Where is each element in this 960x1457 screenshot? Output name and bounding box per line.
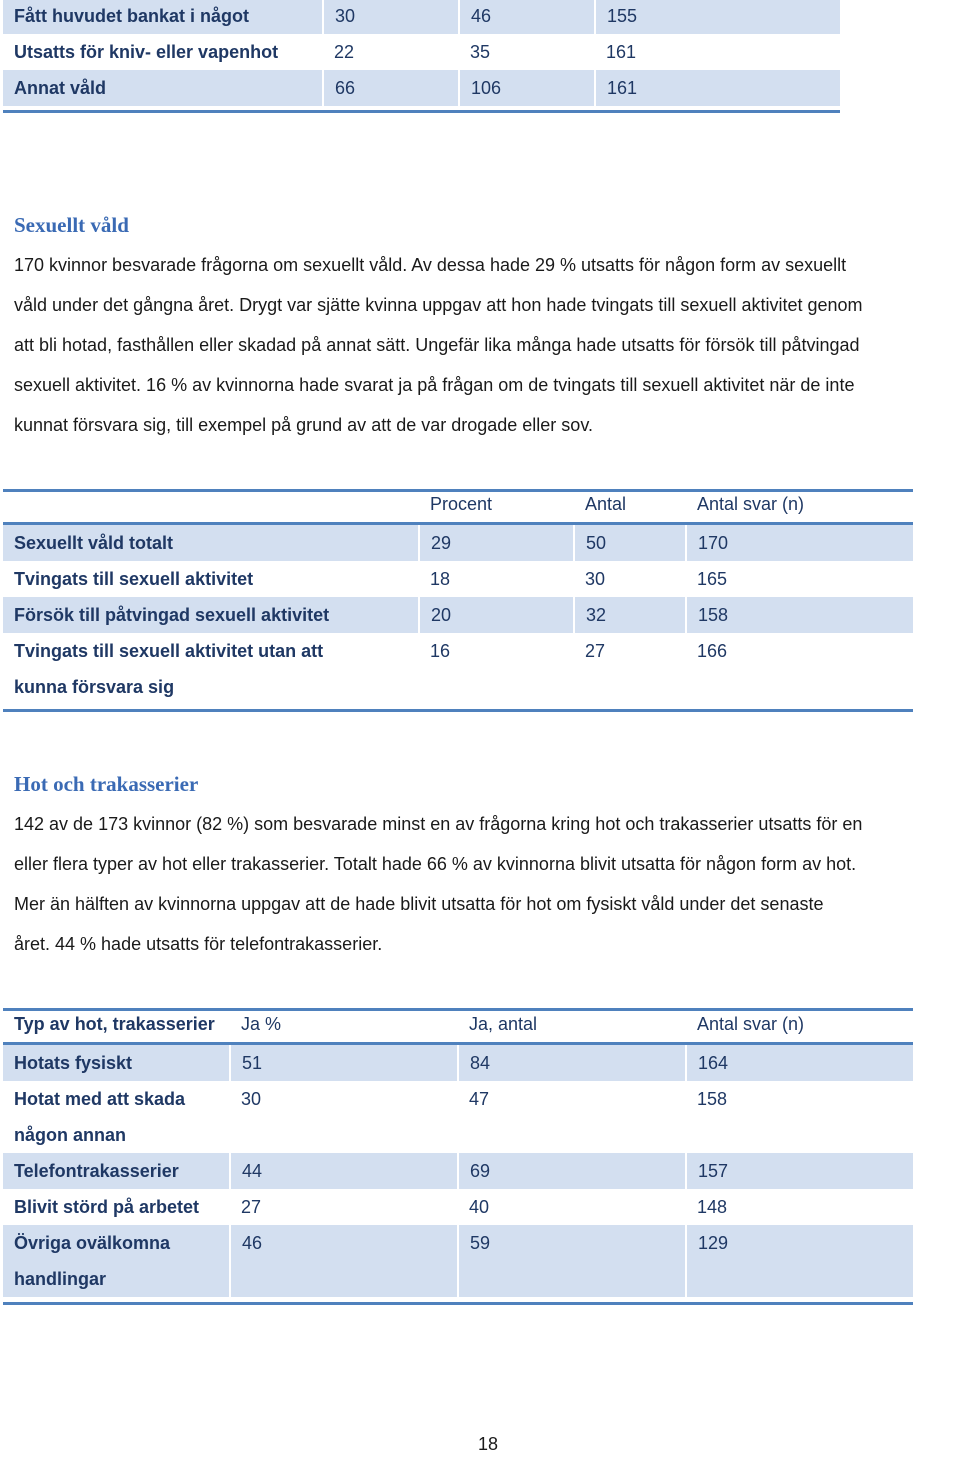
table-bottom-rule: [3, 110, 840, 113]
cell-value: 164: [686, 1044, 913, 1082]
table-row: [3, 1081, 913, 1153]
cell-value: 166: [697, 641, 728, 661]
cell-value: 30: [585, 569, 606, 589]
cell-value: 51: [230, 1044, 458, 1082]
section-heading-threats: Hot och trakasserier: [14, 772, 199, 796]
cell-value: 84: [458, 1044, 686, 1082]
section-paragraph-threats: 142 av de 173 kvinnor (82 %) som besvarade minst en av frågorna kring hot och trakasserier utsatts för en eller flera typer av hot eller trakasserier. Totalt hade 66 % av kvinnorna blivit utsatta för någon form av hot. Mer än hälften av kvinnorna uppgav att de hade blivit utsatta för hot om fysiskt våld under det senaste året. 44 % hade utsatts för telefontrakasserier.: [14, 814, 863, 954]
cell-value: 69: [458, 1153, 686, 1189]
cell-value: 161: [606, 42, 637, 62]
row-label: Försök till påtvingad sexuell aktivitet: [3, 597, 419, 633]
table-row: [3, 1225, 913, 1297]
cell-value: 27: [585, 641, 606, 661]
column-header: [3, 486, 419, 524]
column-header: Ja, antal: [469, 1014, 538, 1034]
table-row: [3, 1153, 913, 1189]
row-label: Tvingats till sexuell aktivitet utan att kunna försvara sig: [14, 641, 324, 697]
sexual-violence-table: [3, 486, 913, 705]
cell-value: 59: [458, 1225, 686, 1297]
cell-value: 106: [459, 70, 595, 106]
table-header-row: [3, 1006, 913, 1044]
cell-value: 158: [697, 1089, 728, 1109]
table-row: [3, 597, 913, 633]
cell-value: 16: [430, 641, 451, 661]
cell-value: 165: [697, 569, 728, 589]
table-row: [3, 34, 840, 70]
row-label: Fått huvudet bankat i något: [3, 0, 323, 34]
column-header: Procent: [430, 494, 493, 514]
table-row: [3, 633, 913, 705]
cell-value: 35: [470, 42, 491, 62]
cell-value: 27: [241, 1197, 262, 1217]
column-header: Antal svar (n): [697, 1014, 805, 1034]
table-row: [3, 1044, 913, 1082]
row-label: Övriga ovälkomna handlingar: [3, 1225, 230, 1297]
cell-value: 161: [595, 70, 840, 106]
cell-value: 46: [459, 0, 595, 34]
cell-value: 32: [574, 597, 686, 633]
table-header-row: [3, 486, 913, 524]
cell-value: 44: [230, 1153, 458, 1189]
cell-value: 50: [574, 524, 686, 562]
table-bottom-rule: [3, 1302, 913, 1305]
threats-table: [3, 1006, 913, 1297]
cell-value: 47: [469, 1089, 490, 1109]
table-row: [3, 561, 913, 597]
row-label: Hotat med att skada någon annan: [14, 1089, 186, 1145]
cell-value: 18: [430, 569, 451, 589]
cell-value: 20: [419, 597, 574, 633]
cell-value: 158: [686, 597, 913, 633]
cell-value: 29: [419, 524, 574, 562]
table-row: [3, 524, 913, 562]
cell-value: 129: [686, 1225, 913, 1297]
cell-value: 40: [469, 1197, 490, 1217]
row-label: Hotats fysiskt: [3, 1044, 230, 1082]
column-header: Typ av hot, trakasserier: [14, 1014, 215, 1034]
cell-value: 22: [334, 42, 355, 62]
section-heading-sexual: Sexuellt våld: [14, 213, 129, 237]
column-header: Ja %: [241, 1014, 282, 1034]
row-label: Utsatts för kniv- eller vapenhot: [14, 42, 279, 62]
cell-value: 157: [686, 1153, 913, 1189]
table-bottom-rule: [3, 709, 913, 712]
table-row: [3, 70, 840, 106]
column-header: Antal: [585, 494, 627, 514]
violence-table: [3, 0, 840, 106]
row-label: Annat våld: [3, 70, 323, 106]
table-row: [3, 0, 840, 34]
row-label: Telefontrakasserier: [3, 1153, 230, 1189]
row-label: Tvingats till sexuell aktivitet: [14, 569, 254, 589]
cell-value: 148: [697, 1197, 728, 1217]
cell-value: 46: [230, 1225, 458, 1297]
cell-value: 170: [686, 524, 913, 562]
page-number: 18: [477, 1434, 499, 1454]
cell-value: 66: [323, 70, 459, 106]
row-label: Blivit störd på arbetet: [14, 1197, 200, 1217]
column-header: Antal svar (n): [697, 494, 805, 514]
cell-value: 30: [241, 1089, 262, 1109]
table-row: [3, 1189, 913, 1225]
row-label: Sexuellt våld totalt: [3, 524, 419, 562]
cell-value: 30: [323, 0, 459, 34]
cell-value: 155: [595, 0, 840, 34]
section-paragraph-sexual: 170 kvinnor besvarade frågorna om sexuellt våld. Av dessa hade 29 % utsatts för någon form av sexuellt våld under det gångna året. Drygt var sjätte kvinna uppgav att hon hade tvingats till sexuell aktivitet genom att bli hotad, fasthållen eller skadad på annat sätt. Ungefär lika många hade utsatts för försök till påtvingad sexuell aktivitet. 16 % av kvinnorna hade svarat ja på frågan om de tvingats till sexuell aktivitet när de inte kunnat försvara sig, till exempel på grund av att de var drogade eller sov.: [14, 255, 863, 435]
